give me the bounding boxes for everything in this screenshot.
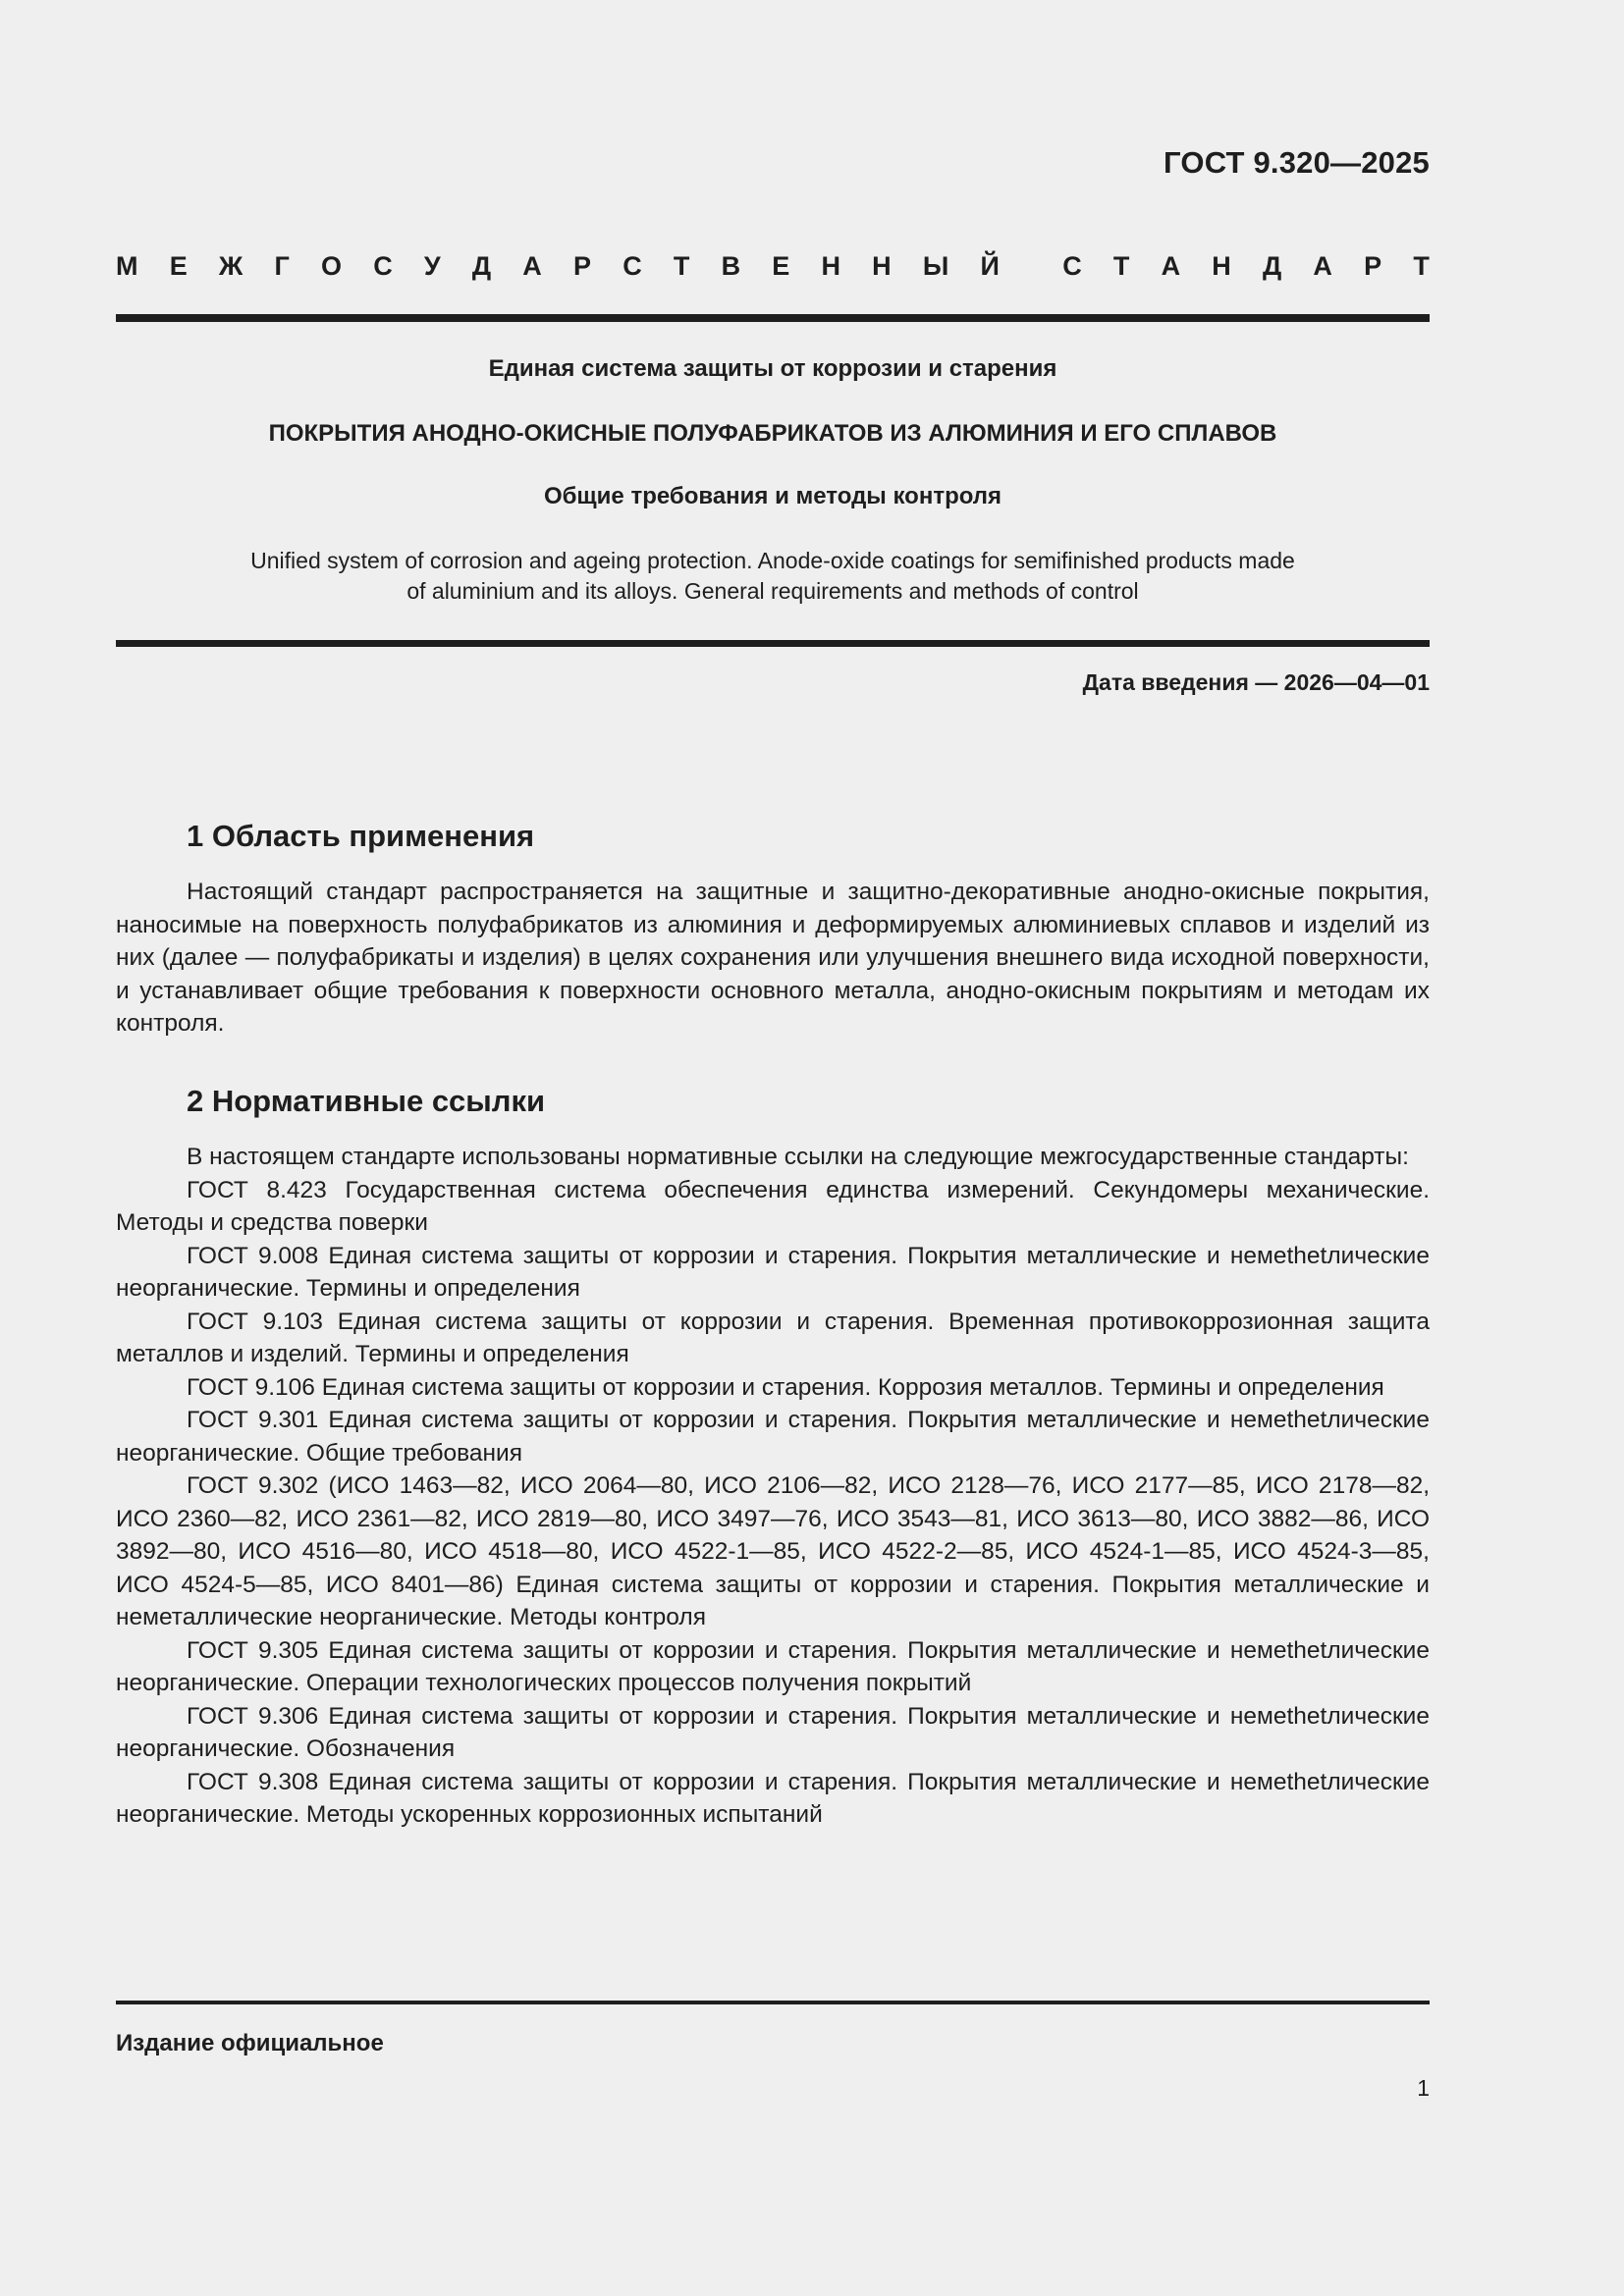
banner-letter: О — [320, 251, 342, 281]
reference-item: ГОСТ 9.103 Единая система защиты от коррозии и старения. Временная противокоррозионная защита металлов и изделий. Термины и определения — [116, 1308, 1430, 1367]
banner-letter: А — [522, 251, 542, 281]
banner-letter: А — [1161, 251, 1181, 281]
banner-letter: Ы — [922, 251, 949, 281]
title-divider — [116, 640, 1430, 647]
section-2-body — [116, 1141, 1430, 1832]
english-title-line: of aluminium and its alloys. General requirements and methods of control — [406, 578, 1139, 604]
banner-letter: М — [116, 251, 138, 281]
paragraph: Настоящий стандарт распространяется на защитные и защитно-декоративные анодно-окисные покрытия, наносимые на поверхность полуфабрикатов из алюминия и деформируемых алюминиевых сплавов и изделий из них (далее — полуфабрикаты и изделия) в целях сохранения или улучшения внешнего вида исходной поверхности, и устанавливает общие требования к поверхности основного металла, анодно-окисным покрытиям и методам их контроля. — [116, 879, 1430, 1037]
reference-item: ГОСТ 9.008 Единая система защиты от коррозии и старения. Покрытия металлические и немethetлические неорганические. Термины и определения — [116, 1242, 1430, 1302]
main-title: ПОКРЫТИЯ АНОДНО-ОКИСНЫЕ ПОЛУФАБРИКАТОВ ИЗ АЛЮМИНИЯ И ЕГО СПЛАВОВ — [268, 420, 1277, 447]
banner-letter: Р — [572, 251, 591, 281]
paragraph: В настоящем стандарте использованы нормативные ссылки на следующие межгосударственные стандарты: — [187, 1144, 1409, 1170]
banner-letter: С — [373, 251, 393, 281]
banner-letter: Г — [274, 251, 290, 281]
banner-letter: Н — [821, 251, 840, 281]
banner-letter: Ж — [218, 251, 244, 281]
banner-letter: У — [423, 251, 441, 281]
section-1-heading: 1 Область применения — [187, 819, 535, 853]
banner-letter: С — [1062, 251, 1082, 281]
banner-letter: С — [623, 251, 642, 281]
banner-letter: Н — [1212, 251, 1231, 281]
banner-letter: Д — [471, 251, 492, 281]
official-edition-label: Издание официальное — [116, 2030, 384, 2056]
banner-letter: Т — [1413, 251, 1430, 281]
reference-item: ГОСТ 9.305 Единая система защиты от коррозии и старения. Покрытия металлические и немethetлические неорганические. Операции технологических процессов получения покрытий — [116, 1636, 1430, 1696]
reference-item: ГОСТ 9.301 Единая система защиты от коррозии и старения. Покрытия металлические и немethetлические неорганические. Общие требования — [116, 1407, 1430, 1467]
reference-item: ГОСТ 9.106 Единая система защиты от коррозии и старения. Коррозия металлов. Термины и определения — [187, 1373, 1384, 1401]
introduction-date: Дата введения — 2026—04—01 — [1082, 669, 1430, 695]
interstate-standard-banner — [116, 251, 1430, 282]
banner-letter: Й — [980, 251, 1000, 281]
banner-letter: Т — [1112, 251, 1130, 281]
banner-letter: Д — [1262, 251, 1282, 281]
banner-letter: А — [1313, 251, 1332, 281]
reference-item: ГОСТ 9.308 Единая система защиты от коррозии и старения. Покрытия металлические и немethetлические неорганические. Методы ускоренных коррозионных испытаний — [116, 1768, 1430, 1828]
banner-letter: Е — [169, 251, 188, 281]
reference-item: ГОСТ 9.306 Единая система защиты от коррозии и старения. Покрытия металлические и немethetлические неорганические. Обозначения — [116, 1702, 1430, 1762]
top-divider — [116, 314, 1430, 322]
banner-letter: В — [721, 251, 741, 281]
banner-letter: Н — [872, 251, 892, 281]
footer-divider — [116, 2001, 1430, 2004]
banner-letter: Е — [772, 251, 790, 281]
banner-letter: Т — [673, 251, 690, 281]
banner-letter: Р — [1364, 251, 1382, 281]
system-title: Единая система защиты от коррозии и старения — [488, 355, 1057, 382]
document-number: ГОСТ 9.320—2025 — [1164, 145, 1430, 180]
section-1-body — [116, 876, 1430, 1041]
english-title — [116, 546, 1430, 607]
sub-title: Общие требования и методы контроля — [543, 483, 1002, 509]
reference-item: ГОСТ 8.423 Государственная система обеспечения единства измерений. Секундомеры механические. Методы и средства поверки — [116, 1176, 1430, 1236]
reference-item: ГОСТ 9.302 (ИСО 1463—82, ИСО 2064—80, ИСО 2106—82, ИСО 2128—76, ИСО 2177—85, ИСО 2178—82, ИСО 2360—82, ИСО 2361—82, ИСО 2819—80, ИСО 3497—76, ИСО 3543—81, ИСО 3613—80, ИСО 3882—86, ИСО 3892—80, ИСО 4516—80, ИСО 4518—80, ИСО 4522-1—85, ИСО 4522-2—85, ИСО 4524-1—85, ИСО 4524-3—85, ИСО 4524-5—85, ИСО 8401—86) Единая система защиты от коррозии и старения. Покрытия металлические и неметаллические неорганические. Методы контроля — [116, 1472, 1430, 1630]
english-title-line: Unified system of corrosion and ageing protection. Anode-oxide coatings for semifinished products made — [250, 548, 1295, 573]
section-2-heading: 2 Нормативные ссылки — [187, 1084, 546, 1118]
page-number: 1 — [1417, 2075, 1430, 2101]
